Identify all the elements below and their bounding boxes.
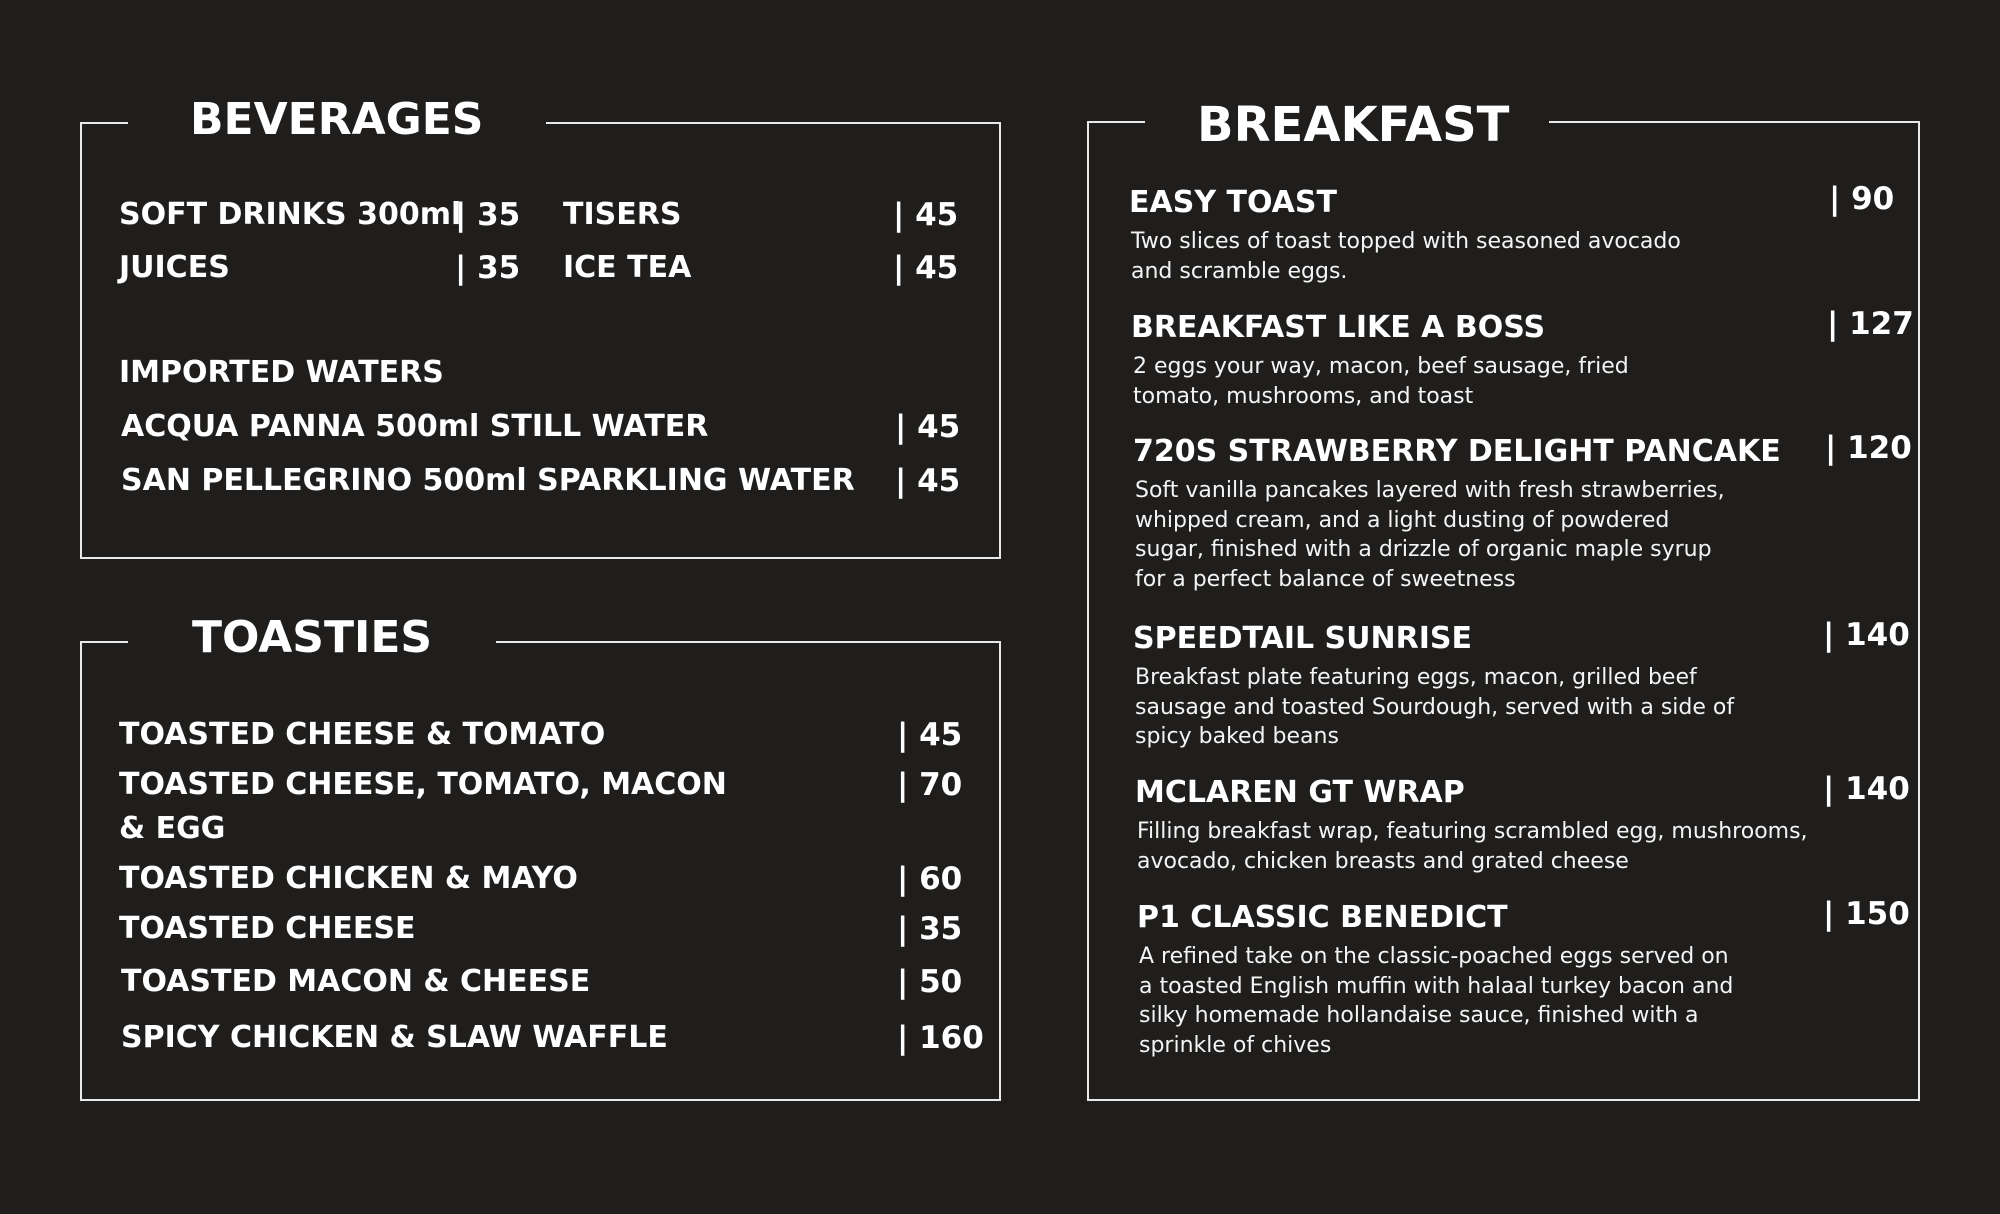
breakfast-item-price: | 120	[1825, 430, 1912, 466]
toastie-item-name: TOASTED MACON & CHEESE	[121, 964, 591, 999]
toastie-item-name-line2: & EGG	[119, 811, 226, 846]
breakfast-item-description: Two slices of toast topped with seasoned avocado and scramble eggs.	[1131, 229, 1681, 284]
toastie-item-name: SPICY CHICKEN & SLAW WAFFLE	[121, 1020, 668, 1055]
toastie-item-price: | 160	[897, 1020, 984, 1056]
beverage-item-name: JUICES	[119, 250, 230, 285]
beverage-item-name: TISERS	[563, 197, 682, 232]
water-item-price: | 45	[895, 463, 961, 499]
toastie-item-name: TOASTED CHEESE & TOMATO	[119, 717, 606, 752]
toastie-item-price: | 35	[897, 911, 963, 947]
breakfast-item-name: EASY TOAST	[1129, 185, 1337, 220]
water-item-price: | 45	[895, 409, 961, 445]
water-item-name: ACQUA PANNA 500ml STILL WATER	[121, 409, 709, 444]
toastie-item-price: | 60	[897, 861, 963, 897]
toasties-title: TOASTIES	[128, 616, 496, 660]
breakfast-item-name: BREAKFAST LIKE A BOSS	[1131, 310, 1546, 345]
breakfast-item-name: 720S STRAWBERRY DELIGHT PANCAKE	[1133, 434, 1781, 469]
beverage-item-name: ICE TEA	[563, 250, 692, 285]
toastie-item-price: | 70	[897, 767, 963, 803]
beverage-item-name: SOFT DRINKS 300ml	[119, 197, 462, 232]
toastie-item-name: TOASTED CHICKEN & MAYO	[119, 861, 578, 896]
breakfast-item-price: | 140	[1823, 771, 1910, 807]
toastie-item-name: TOASTED CHEESE	[119, 911, 416, 946]
beverage-item-price: | 45	[893, 250, 959, 286]
breakfast-item-description: 2 eggs your way, macon, beef sausage, fried tomato, mushrooms, and toast	[1133, 354, 1629, 409]
breakfast-item-price: | 90	[1829, 181, 1895, 217]
toastie-item-name: TOASTED CHEESE, TOMATO, MACON	[119, 767, 727, 802]
breakfast-item-price: | 127	[1827, 306, 1914, 342]
breakfast-item-description: Soft vanilla pancakes layered with fresh strawberries, whipped cream, and a light dusting of powdered sugar, finished with a drizzle of organic maple syrup for a perfect balance of sweetness	[1135, 478, 1725, 592]
breakfast-title: BREAKFAST	[1145, 101, 1549, 149]
toastie-item-price: | 45	[897, 717, 963, 753]
breakfast-item-name: MCLAREN GT WRAP	[1135, 775, 1465, 810]
breakfast-item-name: P1 CLASSIC BENEDICT	[1137, 900, 1508, 935]
breakfast-item-name: SPEEDTAIL SUNRISE	[1133, 621, 1472, 656]
beverages-title: BEVERAGES	[128, 98, 546, 142]
breakfast-item-description: A refined take on the classic-poached eggs served on a toasted English muffin with halaal turkey bacon and silky homemade hollandaise sauce, finished with a sprinkle of chives	[1139, 944, 1734, 1058]
breakfast-item-description: Breakfast plate featuring eggs, macon, grilled beef sausage and toasted Sourdough, served with a side of spicy baked beans	[1135, 665, 1735, 749]
breakfast-item-description: Filling breakfast wrap, featuring scrambled egg, mushrooms, avocado, chicken breasts and grated cheese	[1137, 819, 1808, 874]
breakfast-item-price: | 150	[1823, 896, 1910, 932]
beverage-item-price: | 35	[455, 197, 521, 233]
breakfast-item-price: | 140	[1823, 617, 1910, 653]
water-item-name: SAN PELLEGRINO 500ml SPARKLING WATER	[121, 463, 855, 498]
beverage-item-price: | 35	[455, 250, 521, 286]
toastie-item-price: | 50	[897, 964, 963, 1000]
beverage-item-price: | 45	[893, 197, 959, 233]
imported-waters-heading: IMPORTED WATERS	[119, 355, 444, 390]
